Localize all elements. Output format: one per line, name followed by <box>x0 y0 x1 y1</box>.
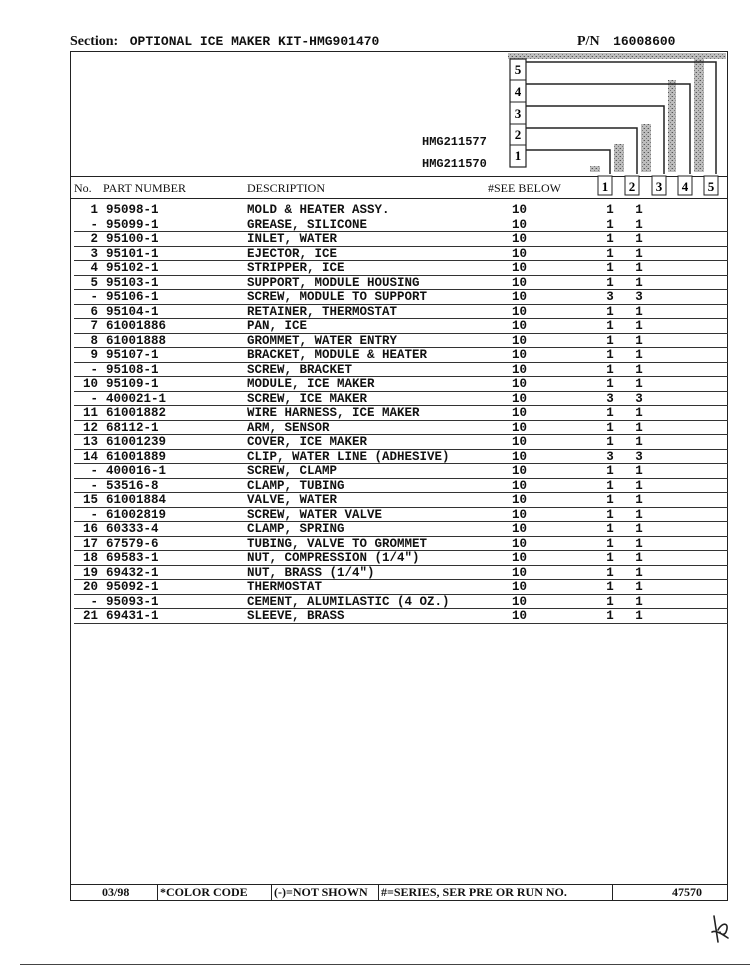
part-description: CLAMP, TUBING <box>247 478 345 493</box>
series-see-below: 10 <box>512 580 528 594</box>
series-see-below: 10 <box>512 594 528 609</box>
part-description: COVER, ICE MAKER <box>247 435 368 449</box>
part-description: SCREW, BRACKET <box>247 362 353 377</box>
part-description: SCREW, WATER VALVE <box>247 507 383 522</box>
part-number: 67579-6 <box>106 536 159 551</box>
item-number: 1 <box>90 203 98 217</box>
series-box-label-4: 4 <box>514 84 522 99</box>
part-description: INLET, WATER <box>247 232 338 246</box>
quantity-series-2: 1 <box>635 304 643 319</box>
item-number: 2 <box>90 232 98 246</box>
item-number: - <box>90 464 98 478</box>
part-description: VALVE, WATER <box>247 493 338 507</box>
pn-value: 16008600 <box>613 34 676 49</box>
part-description: RETAINER, THERMOSTAT <box>247 304 398 319</box>
part-number: 95102-1 <box>106 261 159 275</box>
part-number: 60333-4 <box>106 522 159 536</box>
series-see-below: 10 <box>512 609 528 623</box>
table-row <box>0 348 750 363</box>
part-description: STRIPPER, ICE <box>247 261 345 275</box>
footer-doc-number: 47570 <box>672 885 702 899</box>
quantity-series-2: 1 <box>635 478 643 493</box>
item-number: 10 <box>82 377 98 391</box>
series-see-below: 10 <box>512 304 528 319</box>
series-see-below: 10 <box>512 493 528 507</box>
table-row <box>0 377 750 392</box>
series-see-below: 10 <box>512 391 528 406</box>
quantity-series-1: 1 <box>606 217 614 232</box>
series-see-below: 10 <box>512 522 528 536</box>
quantity-series-1: 1 <box>606 406 614 420</box>
item-number: - <box>90 217 98 232</box>
section-label: Section: <box>70 34 119 49</box>
quantity-series-2: 1 <box>635 420 643 435</box>
quantity-series-1: 1 <box>606 551 614 565</box>
item-number: - <box>90 362 98 377</box>
quantity-series-1: 1 <box>606 609 614 623</box>
footer-not-shown: (-)=NOT SHOWN <box>274 885 368 899</box>
footer-date: 03/98 <box>102 885 130 899</box>
quantity-series-2: 1 <box>635 609 643 623</box>
part-number: 69583-1 <box>106 551 159 565</box>
part-number: 61001239 <box>106 435 167 449</box>
quantity-series-1: 1 <box>606 348 614 362</box>
series-see-below: 10 <box>512 377 528 391</box>
table-row <box>0 261 750 276</box>
quantity-series-1: 3 <box>606 391 614 406</box>
part-description: GREASE, SILICONE <box>247 217 368 232</box>
item-number: 9 <box>90 348 98 362</box>
item-number: - <box>90 391 98 406</box>
item-number: 12 <box>82 420 98 435</box>
quantity-series-1: 1 <box>606 232 614 246</box>
quantity-series-1: 1 <box>606 507 614 522</box>
table-row <box>0 319 750 334</box>
item-number: - <box>90 290 98 304</box>
table-row <box>0 464 750 479</box>
quantity-series-1: 1 <box>606 304 614 319</box>
item-number: 8 <box>90 333 98 348</box>
series-box-label-5: 5 <box>514 62 522 77</box>
series-col-label-4: 4 <box>681 179 689 194</box>
page-bottom-rule <box>20 964 750 965</box>
series-see-below: 10 <box>512 275 528 290</box>
footer-series-note: #=SERIES, SER PRE OR RUN NO. <box>381 885 567 899</box>
quantity-series-1: 3 <box>606 449 614 464</box>
series-shading-3 <box>641 124 651 172</box>
quantity-series-2: 1 <box>635 333 643 348</box>
table-row <box>0 435 750 450</box>
series-col-label-5: 5 <box>707 179 715 194</box>
item-number: - <box>90 594 98 609</box>
table-row <box>0 566 750 581</box>
part-number: 95100-1 <box>106 232 159 246</box>
part-description: TUBING, VALVE TO GROMMET <box>247 536 428 551</box>
series-see-below: 10 <box>512 536 528 551</box>
quantity-series-2: 1 <box>635 493 643 507</box>
part-number: 61001888 <box>106 333 167 348</box>
item-number: 7 <box>90 319 98 333</box>
quantity-series-2: 1 <box>635 246 643 261</box>
series-see-below: 10 <box>512 464 528 478</box>
table-row <box>0 493 750 508</box>
item-number: 19 <box>82 565 98 580</box>
item-number: 5 <box>90 275 98 290</box>
quantity-series-1: 1 <box>606 464 614 478</box>
series-see-below: 10 <box>512 319 528 333</box>
col-header-description: DESCRIPTION <box>247 181 326 195</box>
part-number: 61001884 <box>106 493 167 507</box>
series-box-label-3: 3 <box>514 106 522 121</box>
part-number: 95101-1 <box>106 246 159 261</box>
part-description: PAN, ICE <box>247 319 308 333</box>
part-description: MODULE, ICE MAKER <box>247 377 375 391</box>
table-row <box>0 580 750 595</box>
series-see-below: 10 <box>512 290 528 304</box>
part-number: 95092-1 <box>106 580 159 594</box>
quantity-series-1: 1 <box>606 275 614 290</box>
part-number: 69432-1 <box>106 565 159 580</box>
item-number: 17 <box>82 536 98 551</box>
part-description: NUT, BRASS (1/4") <box>247 565 375 580</box>
series-shading-1 <box>590 166 600 172</box>
part-description: SUPPORT, MODULE HOUSING <box>247 275 420 290</box>
quantity-series-1: 1 <box>606 362 614 377</box>
item-number: 18 <box>82 551 98 565</box>
part-number: 400021-1 <box>106 391 167 406</box>
part-description: NUT, COMPRESSION (1/4") <box>247 551 420 565</box>
quantity-series-2: 1 <box>635 594 643 609</box>
part-description: CEMENT, ALUMILASTIC (4 OZ.) <box>247 594 450 609</box>
pn-label: P/N <box>577 34 600 49</box>
table-row <box>0 218 750 233</box>
quantity-series-1: 1 <box>606 493 614 507</box>
series-see-below: 10 <box>512 435 528 449</box>
quantity-series-2: 3 <box>635 290 643 304</box>
part-description: THERMOSTAT <box>247 580 323 594</box>
table-row <box>0 290 750 305</box>
part-number: 95109-1 <box>106 377 159 391</box>
part-description: SCREW, MODULE TO SUPPORT <box>247 290 428 304</box>
quantity-series-2: 1 <box>635 348 643 362</box>
item-number: 15 <box>82 493 98 507</box>
quantity-series-2: 1 <box>635 203 643 217</box>
series-col-label-2: 2 <box>628 179 636 194</box>
quantity-series-2: 1 <box>635 464 643 478</box>
series-see-below: 10 <box>512 348 528 362</box>
part-description: EJECTOR, ICE <box>247 246 338 261</box>
part-number: 400016-1 <box>106 464 167 478</box>
part-description: CLIP, WATER LINE (ADHESIVE) <box>247 449 450 464</box>
series-see-below: 10 <box>512 261 528 275</box>
part-number: 69431-1 <box>106 609 159 623</box>
series-see-below: 10 <box>512 203 528 217</box>
quantity-series-1: 1 <box>606 203 614 217</box>
item-number: 3 <box>90 246 98 261</box>
quantity-series-1: 1 <box>606 565 614 580</box>
item-number: 16 <box>82 522 98 536</box>
quantity-series-1: 1 <box>606 377 614 391</box>
part-number: 95099-1 <box>106 217 159 232</box>
section-title: OPTIONAL ICE MAKER KIT-HMG901470 <box>129 34 380 49</box>
part-number: 95098-1 <box>106 203 159 217</box>
part-number: 61001889 <box>106 449 167 464</box>
series-box-label-2: 2 <box>514 127 522 142</box>
item-number: - <box>90 507 98 522</box>
part-number: 95104-1 <box>106 304 159 319</box>
part-description: SCREW, CLAMP <box>247 464 338 478</box>
table-row <box>0 609 750 624</box>
series-shading-5 <box>694 59 704 172</box>
table-row <box>0 392 750 407</box>
model-number-2: HMG211570 <box>422 157 487 171</box>
col-header-part-number: PART NUMBER <box>103 181 186 195</box>
quantity-series-2: 1 <box>635 232 643 246</box>
item-number: 11 <box>82 406 98 420</box>
item-number: 14 <box>82 449 98 464</box>
col-header-no: No. <box>74 181 92 195</box>
quantity-series-2: 3 <box>635 449 643 464</box>
table-row <box>0 305 750 320</box>
footer-separator <box>612 884 613 901</box>
part-number: 95093-1 <box>106 594 159 609</box>
table-row <box>0 551 750 566</box>
quantity-series-1: 1 <box>606 420 614 435</box>
quantity-series-1: 1 <box>606 435 614 449</box>
quantity-series-2: 3 <box>635 391 643 406</box>
table-row <box>0 363 750 378</box>
series-see-below: 10 <box>512 406 528 420</box>
quantity-series-2: 1 <box>635 507 643 522</box>
series-see-below: 10 <box>512 232 528 246</box>
part-number: 61001886 <box>106 319 167 333</box>
quantity-series-2: 1 <box>635 565 643 580</box>
quantity-series-2: 1 <box>635 551 643 565</box>
quantity-series-1: 1 <box>606 522 614 536</box>
quantity-series-1: 1 <box>606 478 614 493</box>
item-number: 21 <box>82 609 98 623</box>
item-number: - <box>90 478 98 493</box>
series-see-below: 10 <box>512 565 528 580</box>
series-col-label-3: 3 <box>655 179 663 194</box>
series-see-below: 10 <box>512 449 528 464</box>
table-row <box>0 479 750 494</box>
quantity-series-2: 1 <box>635 275 643 290</box>
quantity-series-1: 1 <box>606 333 614 348</box>
series-bracket-4 <box>526 84 690 174</box>
series-shading-top <box>508 53 726 59</box>
table-row <box>0 247 750 262</box>
series-see-below: 10 <box>512 362 528 377</box>
part-description: MOLD & HEATER ASSY. <box>247 203 390 217</box>
item-number: 6 <box>90 304 98 319</box>
quantity-series-1: 3 <box>606 290 614 304</box>
item-number: 13 <box>82 435 98 449</box>
quantity-series-1: 1 <box>606 580 614 594</box>
series-box-label-1: 1 <box>514 148 522 163</box>
part-description: GROMMET, WATER ENTRY <box>247 333 398 348</box>
item-number: 20 <box>82 580 98 594</box>
footer-color-code: *COLOR CODE <box>160 885 248 899</box>
footer-separator <box>271 884 272 901</box>
quantity-series-2: 1 <box>635 536 643 551</box>
model-number-1: HMG211577 <box>422 135 487 149</box>
part-number: 61001882 <box>106 406 167 420</box>
series-see-below: 10 <box>512 420 528 435</box>
part-description: SLEEVE, BRASS <box>247 609 345 623</box>
footer-separator <box>378 884 379 901</box>
quantity-series-2: 1 <box>635 377 643 391</box>
series-see-below: 10 <box>512 551 528 565</box>
part-number: 61002819 <box>106 507 167 522</box>
series-see-below: 10 <box>512 333 528 348</box>
table-row <box>0 508 750 523</box>
item-number: 4 <box>90 261 98 275</box>
series-see-below: 10 <box>512 478 528 493</box>
quantity-series-1: 1 <box>606 246 614 261</box>
quantity-series-2: 1 <box>635 406 643 420</box>
part-number: 95108-1 <box>106 362 159 377</box>
table-row <box>0 450 750 465</box>
quantity-series-1: 1 <box>606 594 614 609</box>
table-row <box>0 334 750 349</box>
part-description: BRACKET, MODULE & HEATER <box>247 348 428 362</box>
series-see-below: 10 <box>512 507 528 522</box>
quantity-series-2: 1 <box>635 261 643 275</box>
quantity-series-1: 1 <box>606 536 614 551</box>
quantity-series-2: 1 <box>635 435 643 449</box>
part-number: 95106-1 <box>106 290 159 304</box>
quantity-series-1: 1 <box>606 261 614 275</box>
quantity-series-2: 1 <box>635 580 643 594</box>
quantity-series-2: 1 <box>635 319 643 333</box>
part-number: 68112-1 <box>106 420 159 435</box>
handwritten-initials-icon <box>708 912 734 948</box>
quantity-series-2: 1 <box>635 217 643 232</box>
table-row <box>0 595 750 610</box>
quantity-series-1: 1 <box>606 319 614 333</box>
series-shading-2 <box>614 144 624 172</box>
row-rule <box>74 623 728 624</box>
part-number: 95107-1 <box>106 348 159 362</box>
table-row <box>0 232 750 247</box>
series-shading-4 <box>668 80 676 172</box>
table-row <box>0 276 750 291</box>
part-description: ARM, SENSOR <box>247 420 330 435</box>
series-col-label-1: 1 <box>601 179 609 194</box>
quantity-series-2: 1 <box>635 522 643 536</box>
part-description: WIRE HARNESS, ICE MAKER <box>247 406 420 420</box>
part-number: 95103-1 <box>106 275 159 290</box>
table-row <box>0 203 750 218</box>
table-row <box>0 406 750 421</box>
part-number: 53516-8 <box>106 478 159 493</box>
quantity-series-2: 1 <box>635 362 643 377</box>
footer-separator <box>157 884 158 901</box>
series-see-below: 10 <box>512 246 528 261</box>
series-see-below: 10 <box>512 217 528 232</box>
part-description: CLAMP, SPRING <box>247 522 345 536</box>
col-header-see-below: #SEE BELOW <box>488 181 561 195</box>
table-row <box>0 522 750 537</box>
table-row <box>0 537 750 552</box>
table-row <box>0 421 750 436</box>
part-description: SCREW, ICE MAKER <box>247 391 368 406</box>
